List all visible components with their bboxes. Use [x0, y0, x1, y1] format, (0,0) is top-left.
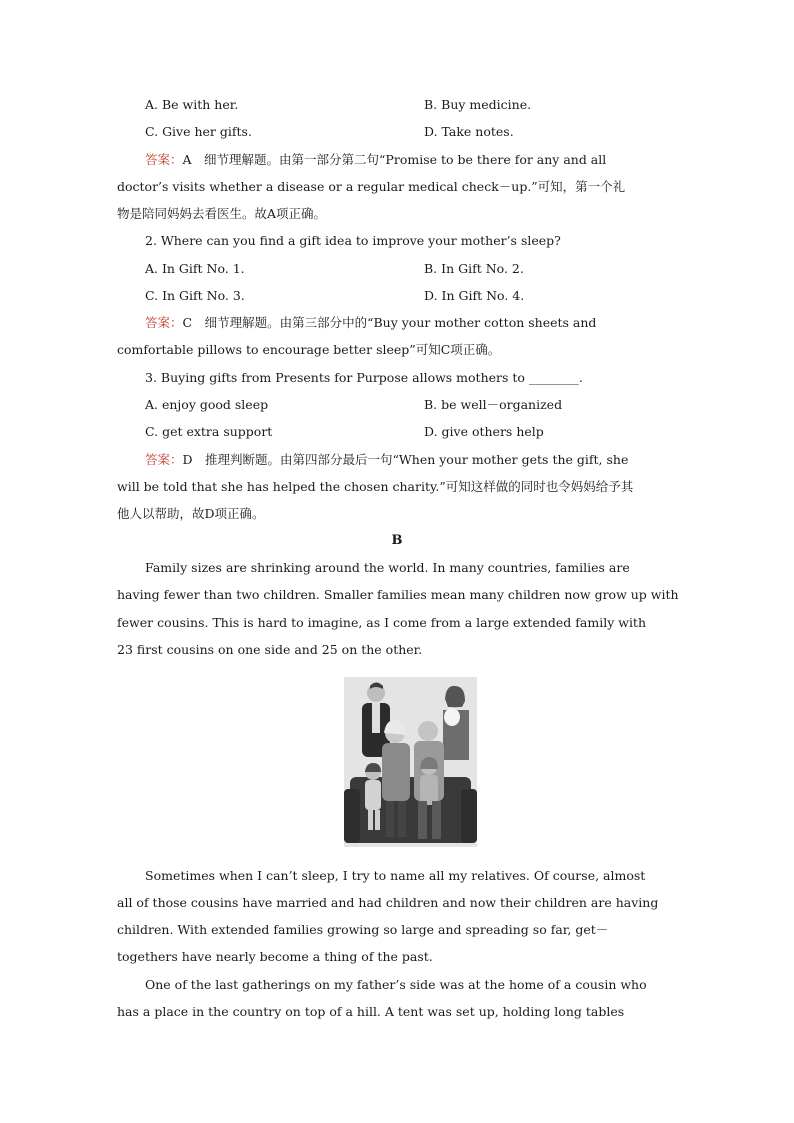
q2-answer-line2: comfortable pillows to encourage better sleep”可知C项正确。 [117, 342, 501, 357]
p1-line1: Family sizes are shrinking around the world. In many countries, families are [145, 560, 630, 575]
family-photo [344, 677, 477, 847]
q3-answer-line2: will be told that she has helped the chosen charity.”可知这样做的同时也令妈妈给予其 [117, 479, 634, 494]
q3-answer-line1 [145, 450, 677, 470]
q1-option-b: B. Buy medicine. [424, 97, 532, 112]
p2-line1: Sometimes when I can’t sleep, I try to name all my relatives. Of course, almost [145, 868, 646, 883]
family-illustration [344, 677, 477, 847]
q2-option-c: C. In Gift No. 3. [145, 288, 245, 303]
q3-option-b: B. be well－organized [424, 397, 563, 412]
p2-line3: children. With extended families growing so large and spreading so far, get－ [117, 922, 609, 937]
answer-label: 答案： [145, 152, 183, 167]
p3-line2: has a place in the country on top of a hill. A tent was set up, holding long tables [117, 1004, 625, 1019]
q1-answer-line3: 物是陪同妈妈去看医生。故A项正确。 [117, 206, 327, 221]
p1-line3: fewer cousins. This is hard to imagine, as I come from a large extended family with [117, 615, 647, 630]
p3-line1: One of the last gatherings on my father’s side was at the home of a cousin who [145, 977, 647, 992]
q1-option-c: C. Give her gifts. [145, 124, 252, 139]
section-heading: B [391, 533, 403, 548]
q2-answer-line1 [145, 313, 677, 333]
q1-answer-line1 [145, 150, 677, 170]
q1-answer-text: A 细节理解题。由第一部分第二句“Promise to be there for any and all [182, 152, 607, 167]
q1-option-a: A. Be with her. [145, 97, 239, 112]
q1-option-d: D. Take notes. [424, 124, 514, 139]
q2-answer-text: C 细节理解题。由第三部分中的“Buy your mother cotton sheets and [182, 315, 597, 330]
p2-line4: togethers have nearly become a thing of the past. [117, 949, 433, 964]
q3-answer-text: D 推理判断题。由第四部分最后一句“When your mother gets the gift, she [182, 452, 629, 467]
q3-option-a: A. enjoy good sleep [145, 397, 269, 412]
q2-option-d: D. In Gift No. 4. [424, 288, 525, 303]
q2-stem: 2. Where can you find a gift idea to improve your mother’s sleep? [145, 233, 561, 248]
answer-label: 答案： [145, 315, 183, 330]
q3-option-c: C. get extra support [145, 424, 273, 439]
q2-option-a: A. In Gift No. 1. [145, 261, 245, 276]
p1-line2: having fewer than two children. Smaller families mean many children now grow up with [117, 587, 679, 602]
p2-line2: all of those cousins have married and had children and now their children are having [117, 895, 659, 910]
q3-option-d: D. give others help [424, 424, 544, 439]
q1-answer-line2: doctor’s visits whether a disease or a regular medical check－up.”可知，第一个礼 [117, 179, 626, 194]
q3-answer-line3: 他人以帮助，故D项正确。 [117, 506, 265, 521]
q2-option-b: B. In Gift No. 2. [424, 261, 524, 276]
answer-label: 答案： [145, 452, 183, 467]
p1-line4: 23 first cousins on one side and 25 on the other. [117, 642, 423, 657]
q3-stem: 3. Buying gifts from Presents for Purpose allows mothers to ________. [145, 370, 583, 385]
